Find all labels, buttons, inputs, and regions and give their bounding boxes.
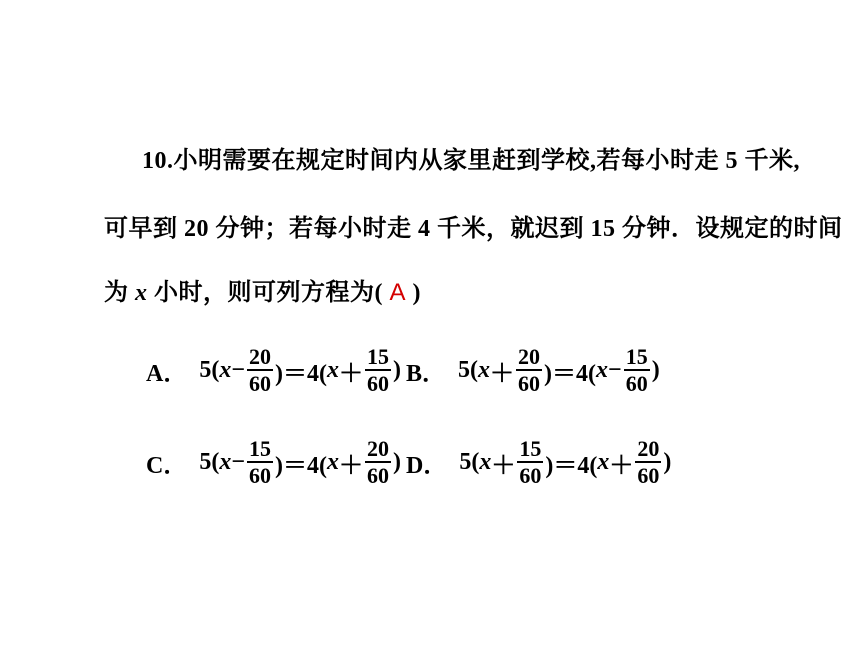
operator: ＋ <box>339 452 364 479</box>
variable-x: x <box>135 280 148 306</box>
question-text-1: 小明需要在规定时间内从家里赶到学校,若每小时走 5 千米, <box>173 148 800 174</box>
var-x: x <box>597 448 610 475</box>
denominator: 60 <box>249 371 272 396</box>
equals-part: )＝4( <box>275 452 328 479</box>
numerator: 20 <box>518 343 541 369</box>
close-paren: ) <box>393 356 402 383</box>
option-label: D． <box>406 452 448 479</box>
denominator: 60 <box>625 371 648 396</box>
var-x: x <box>478 356 491 383</box>
numerator: 20 <box>637 435 660 461</box>
numerator: 15 <box>249 435 272 461</box>
coef-left: 5( <box>458 356 479 383</box>
option-a[interactable] <box>146 340 401 400</box>
operator: ＋ <box>609 452 634 479</box>
fraction <box>517 437 543 487</box>
option-label: C． <box>146 452 188 479</box>
denominator: 60 <box>249 463 272 488</box>
question-number: 10 <box>142 148 167 174</box>
equals-part: )＝4( <box>545 452 598 479</box>
answer-mark: A <box>389 279 407 306</box>
denominator: 60 <box>519 463 542 488</box>
operator: − <box>231 448 246 475</box>
var-x: x <box>479 448 492 475</box>
var-x: x <box>327 448 340 475</box>
option-d[interactable] <box>406 432 671 492</box>
operator: − <box>231 356 246 383</box>
close-paren: ) <box>663 448 672 475</box>
close-paren: ) <box>651 356 660 383</box>
question-dot: . <box>167 148 174 174</box>
operator: ＋ <box>491 452 516 479</box>
option-label: A． <box>146 360 188 387</box>
denominator: 60 <box>367 463 390 488</box>
numerator: 20 <box>249 343 272 369</box>
question-close-paren: ) <box>406 280 422 306</box>
fraction <box>365 437 391 487</box>
numerator: 15 <box>625 343 648 369</box>
fraction <box>624 345 650 395</box>
equals-part: )＝4( <box>544 360 596 387</box>
question-text-3-pre: 为 <box>104 280 135 306</box>
var-x: x <box>219 356 232 383</box>
coef-left: 5( <box>459 448 480 475</box>
denominator: 60 <box>367 371 390 396</box>
coef-left: 5( <box>199 356 220 383</box>
question-text-2: 可早到 20 分钟；若每小时走 4 千米，就迟到 15 分钟．设规定的时间 <box>104 216 843 242</box>
var-x: x <box>327 356 340 383</box>
fraction <box>247 345 273 395</box>
numerator: 20 <box>367 435 390 461</box>
fraction <box>247 437 273 487</box>
var-x: x <box>596 356 608 383</box>
operator: ＋ <box>339 360 364 387</box>
numerator: 15 <box>519 435 542 461</box>
fraction <box>365 345 391 395</box>
option-label: B． <box>406 360 447 387</box>
denominator: 60 <box>518 371 541 396</box>
numerator: 15 <box>367 343 390 369</box>
question-line-2 <box>104 208 843 243</box>
operator: − <box>608 356 622 383</box>
question-text-3-post: 小时，则可列方程为( <box>147 280 390 306</box>
equals-part: )＝4( <box>275 360 328 387</box>
option-c[interactable] <box>146 432 401 492</box>
question-line-1 <box>142 140 800 175</box>
var-x: x <box>219 448 232 475</box>
fraction <box>516 345 542 395</box>
operator: ＋ <box>490 360 515 387</box>
coef-left: 5( <box>199 448 220 475</box>
fraction <box>635 437 661 487</box>
denominator: 60 <box>637 463 660 488</box>
option-b[interactable] <box>406 340 660 400</box>
question-line-3 <box>104 272 421 307</box>
close-paren: ) <box>393 448 402 475</box>
